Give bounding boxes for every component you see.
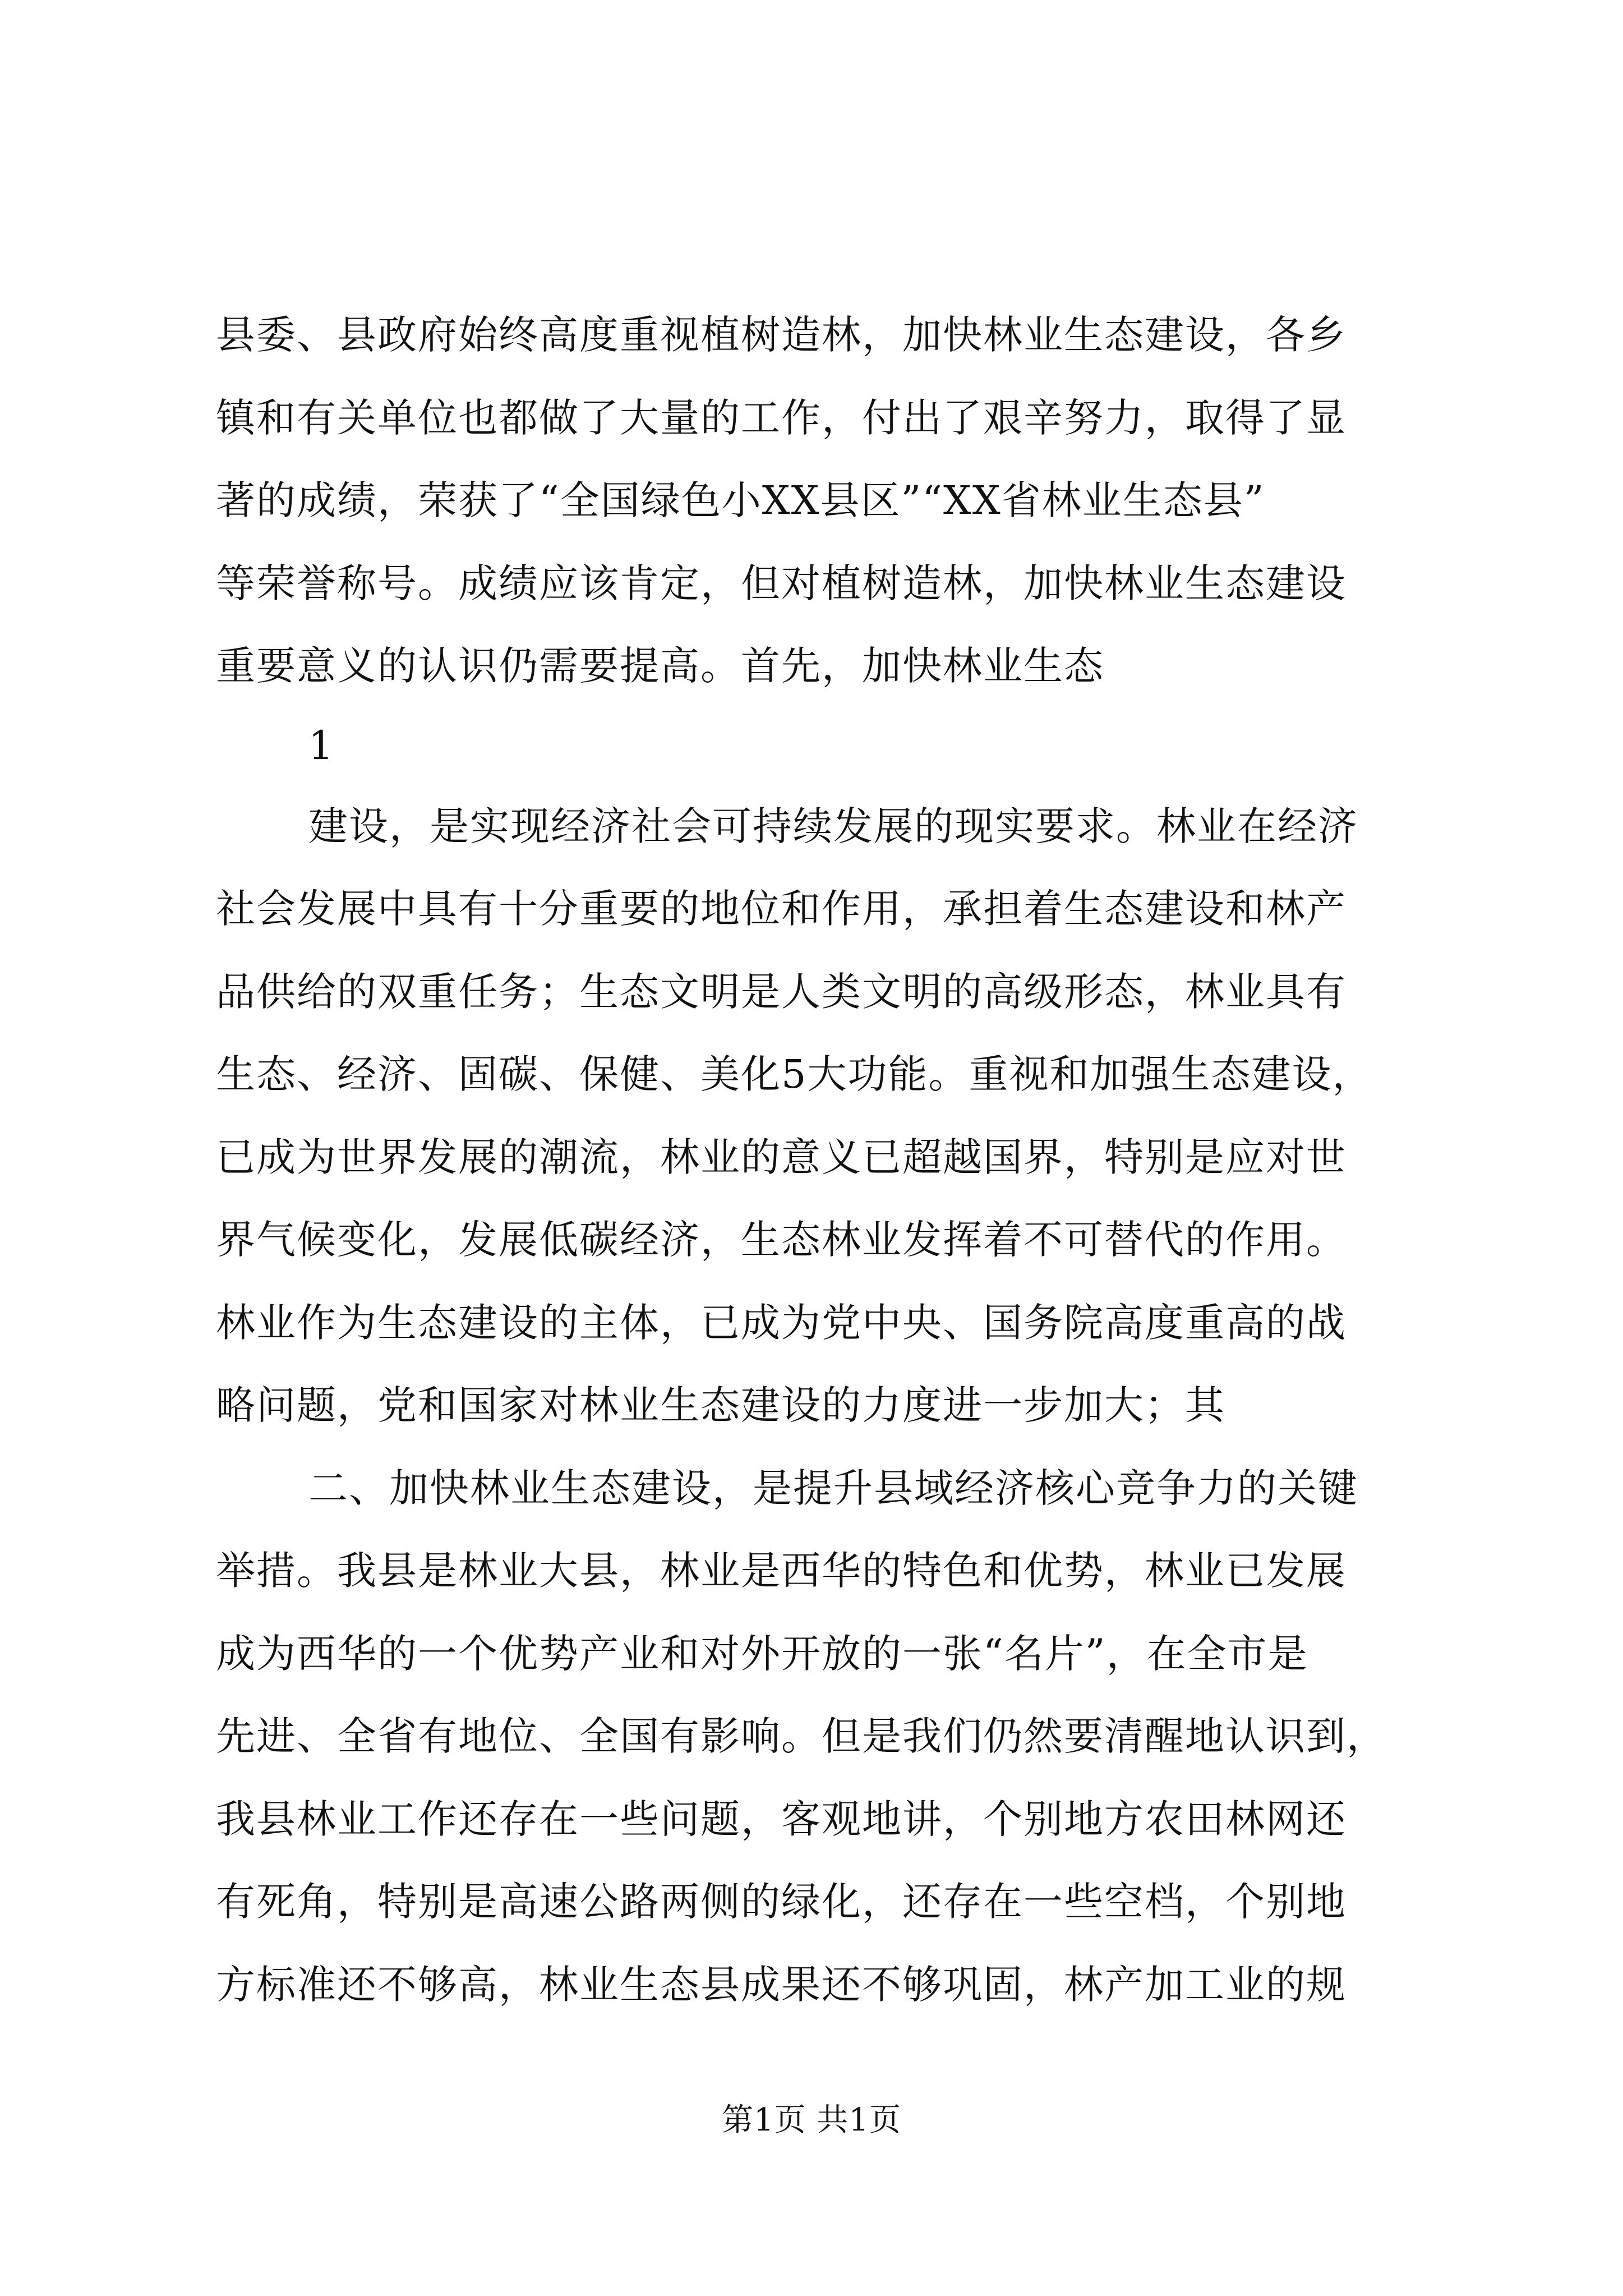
body-text-line: 社会发展中具有十分重要的地位和作用，承担着生态建设和林产	[216, 886, 1347, 932]
body-text-line: 已成为世界发展的潮流，林业的意义已超越国界，特别是应对世	[216, 1134, 1347, 1180]
body-text-line: 先进、全省有地位、全国有影响。但是我们仍然要清醒地认识到，	[216, 1713, 1387, 1759]
body-text-line: 县委、县政府始终高度重视植树造林，加快林业生态建设，各乡	[216, 312, 1347, 358]
body-text-line: 我县林业工作还存在一些问题，客观地讲，个别地方农田林网还	[216, 1796, 1347, 1842]
body-text-line: 林业作为生态建设的主体，已成为党中央、国务院高度重高的战	[216, 1300, 1347, 1346]
body-text-line: 有死角，特别是高速公路两侧的绿化，还存在一些空档，个别地	[216, 1879, 1347, 1925]
body-text-line: 生态、经济、固碳、保健、美化5大功能。重视和加强生态建设，	[216, 1051, 1373, 1097]
body-text-line: 成为西华的一个优势产业和对外开放的一张“名片”，在全市是	[216, 1631, 1308, 1677]
body-text-line: 二、加快林业生态建设，是提升县域经济核心竞争力的关键	[308, 1465, 1358, 1511]
body-text-line: 举措。我县是林业大县，林业是西华的特色和优势，林业已发展	[216, 1548, 1347, 1594]
body-text-line: 镇和有关单位也都做了大量的工作，付出了艰辛努力，取得了显	[216, 395, 1347, 441]
page-footer: 第1页 共1页	[721, 2102, 902, 2138]
body-text-line: 重要意义的认识仍需要提高。首先，加快林业生态	[216, 643, 1104, 689]
body-text-line: 略问题，党和国家对林业生态建设的力度进一步加大；其	[216, 1382, 1225, 1428]
body-text-line: 建设，是实现经济社会可持续发展的现实要求。林业在经济	[308, 803, 1358, 849]
inline-page-number: 1	[308, 723, 335, 769]
body-text-line: 品供给的双重任务；生态文明是人类文明的高级形态，林业具有	[216, 969, 1347, 1015]
body-text-line: 等荣誉称号。成绩应该肯定，但对植树造林，加快林业生态建设	[216, 560, 1347, 606]
body-text-line: 方标准还不够高，林业生态县成果还不够巩固，林产加工业的规	[216, 1962, 1347, 2008]
body-text-line: 著的成绩，荣获了“全国绿色小XX县区”“XX省林业生态县”	[216, 477, 1265, 523]
body-text-line: 界气候变化，发展低碳经济，生态林业发挥着不可替代的作用。	[216, 1217, 1347, 1263]
